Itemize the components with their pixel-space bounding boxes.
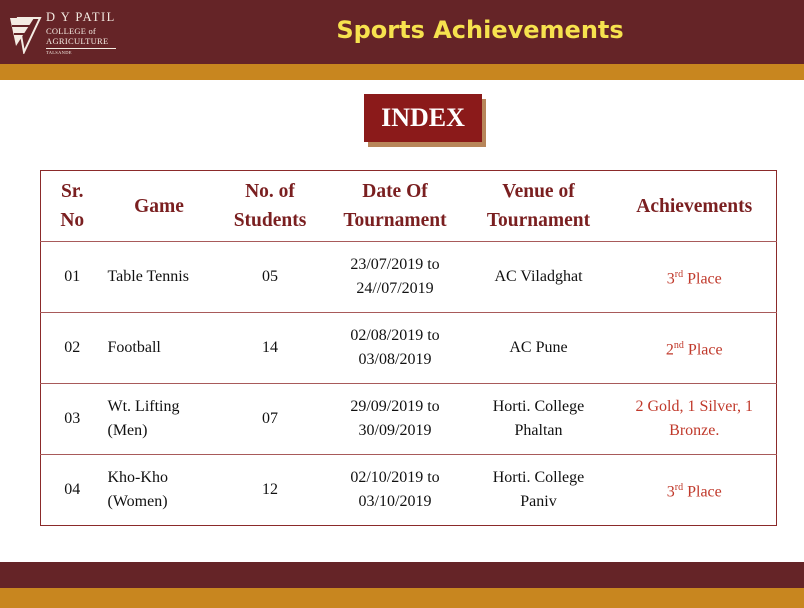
college-logo <box>8 10 128 60</box>
cell-achievement: 3rd Place <box>666 481 722 501</box>
cell-date: 02/08/2019 to 03/08/2019 <box>326 313 465 384</box>
cell-achievement: 2 Gold, 1 Silver, 1 Bronze. <box>613 384 777 455</box>
footer-accent-band <box>0 588 804 608</box>
college-name <box>46 11 116 55</box>
cell-sr-no: 04 <box>64 481 81 498</box>
cell-game: Football <box>104 313 215 384</box>
table-row <box>41 455 777 526</box>
col-header-date: Date Of Tournament <box>326 171 465 242</box>
cell-game: Table Tennis <box>104 242 215 313</box>
cell-students: 07 <box>215 384 326 455</box>
cell-students: 14 <box>215 313 326 384</box>
index-label: INDEX <box>364 94 482 142</box>
col-header-students: No. of Students <box>215 171 326 242</box>
header-accent-band <box>0 64 804 80</box>
cell-game: Kho-Kho (Women) <box>107 469 168 510</box>
col-header-sr-no: Sr. No <box>41 171 104 242</box>
cell-date: 29/09/2019 to 30/09/2019 <box>326 384 465 455</box>
header-bar <box>0 0 804 64</box>
table-row <box>41 384 777 455</box>
col-header-game: Game <box>104 171 215 242</box>
cell-sr-no: 03 <box>41 384 104 455</box>
college-crest-icon <box>8 12 42 54</box>
table-row <box>41 242 777 313</box>
cell-students: 05 <box>215 242 326 313</box>
cell-date: 02/10/2019 to 03/10/2019 <box>350 469 440 510</box>
col-header-venue: Venue of Tournament <box>465 171 613 242</box>
college-name-line1: D Y PATIL <box>46 10 116 24</box>
college-location: TALSANDE <box>46 49 72 55</box>
cell-students: 12 <box>262 481 278 498</box>
cell-venue: Horti. College Phaltan <box>465 384 613 455</box>
table-header-row <box>41 171 777 242</box>
cell-sr-no: 02 <box>41 313 104 384</box>
college-name-line3: AGRICULTURE <box>46 37 116 49</box>
cell-achievement: 2nd Place <box>613 313 777 384</box>
cell-date: 23/07/2019 to 24//07/2019 <box>326 242 465 313</box>
cell-sr-no: 01 <box>41 242 104 313</box>
page-title: Sports Achievements <box>336 16 624 44</box>
footer-bar <box>0 562 804 588</box>
college-name-line2: COLLEGE of <box>46 25 96 36</box>
cell-achievement: 3rd Place <box>613 242 777 313</box>
cell-game: Wt. Lifting (Men) <box>104 384 215 455</box>
col-header-achievements: Achievements <box>613 171 777 242</box>
cell-venue: Horti. College Paniv <box>492 469 585 510</box>
table-row <box>41 313 777 384</box>
cell-venue: AC Pune <box>465 313 613 384</box>
cell-venue: AC Viladghat <box>465 242 613 313</box>
achievements-table <box>40 170 777 526</box>
